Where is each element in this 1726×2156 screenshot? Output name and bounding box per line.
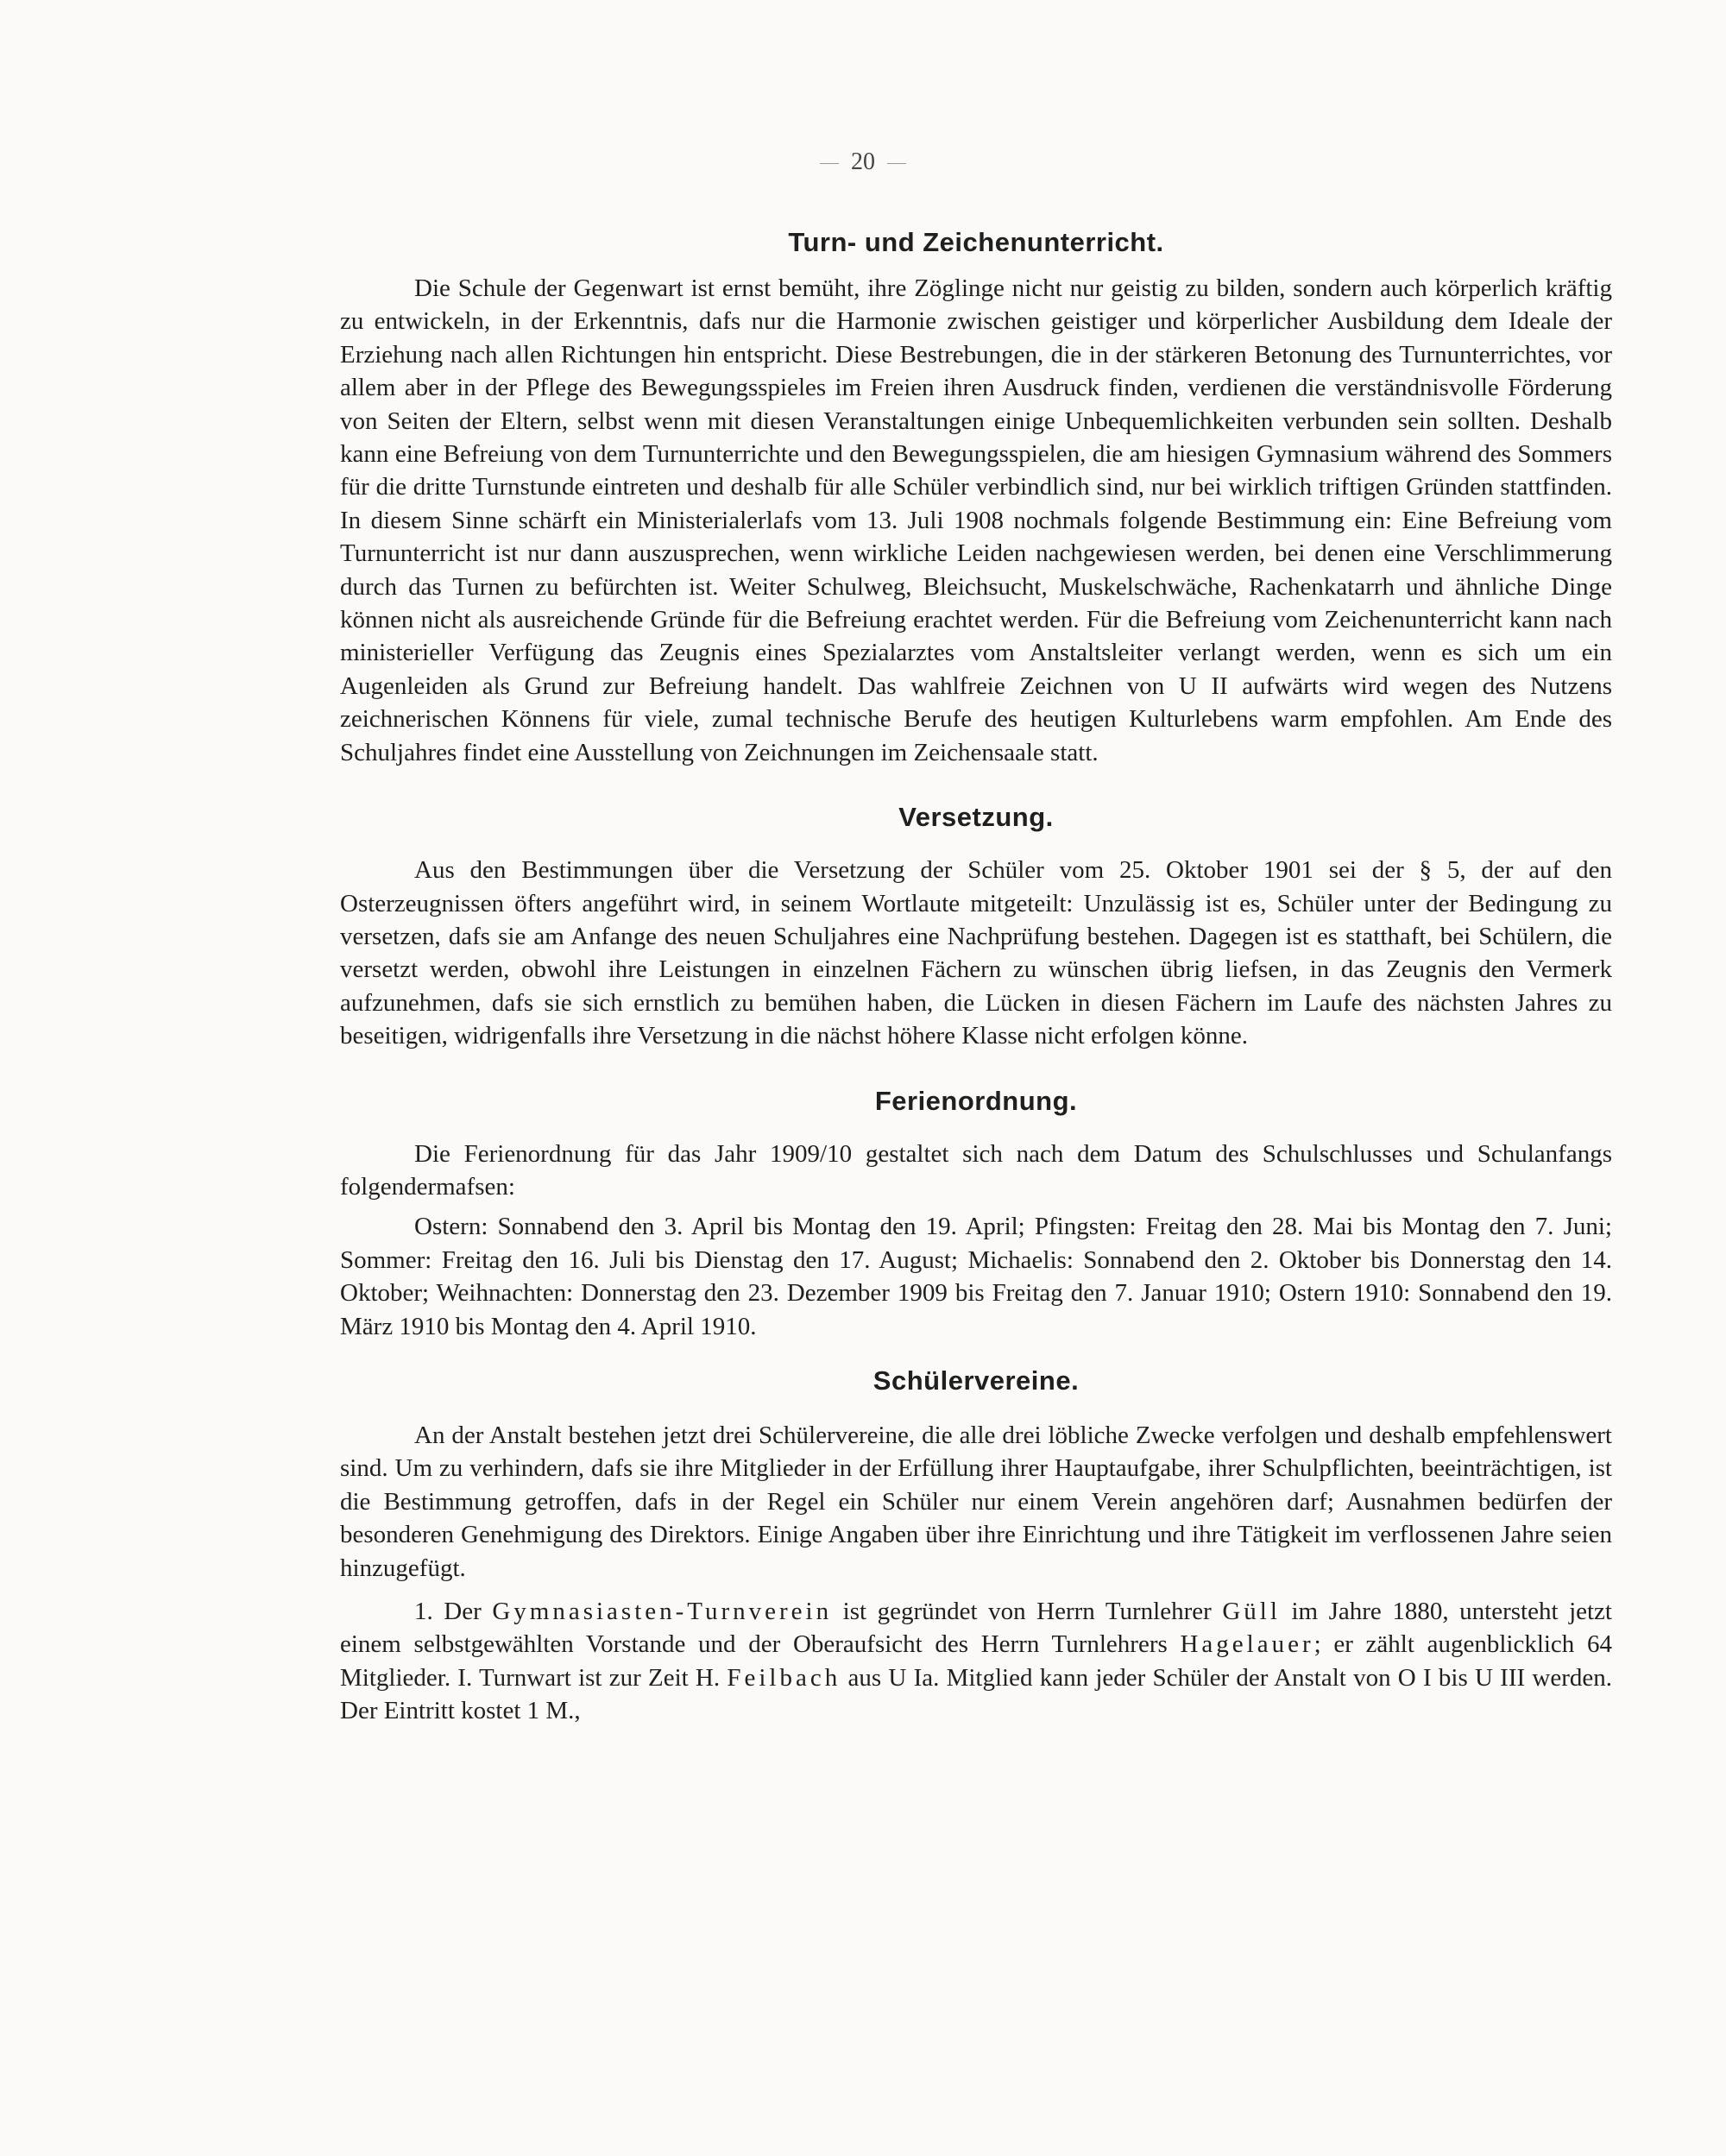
heading-schuelervereine: Schülervereine. [872,1365,1080,1396]
page-content [340,220,1612,1728]
turnverein-text-4: ; er zählt augenblicklich 64 Mitglieder. I. Turnwart ist zur Zeit H. [340,1630,1612,1692]
paragraph-turnverein [340,1595,1612,1728]
turnverein-text-3: im Jahre 1880, untersteht jetzt einem selbstgewählten Vorstande und der Oberaufsicht des Herrn Turnlehrers [340,1598,1612,1659]
turnverein-text-5: aus U Ia. Mitglied kann jeder Schüler der Anstalt von O I bis U III werden. Der Eintritt kostet 1 M., [340,1663,1612,1725]
turnverein-name: Gymnasiasten-Turnverein [492,1598,833,1625]
turnlehrer-guell: Güll [1222,1598,1281,1625]
turnverein-text-2: ist gegründet von Herrn Turnlehrer [832,1598,1223,1625]
turnverein-text-1: 1. Der [414,1598,493,1625]
turnwart-feilbach: Feilbach [727,1663,841,1692]
heading-ferienordnung: Ferienordnung. [874,1085,1078,1116]
paragraph-ferien-intro: Die Ferienordnung für das Jahr 1909/10 gestaltet sich nach dem Datum des Schulschlusses und Schulanfangs folgendermafsen: [340,1139,1612,1201]
heading-turn-und-zeichenunterricht: Turn- und Zeichenunterricht. [788,227,1164,257]
turnlehrer-hagelauer: Hagelauer [1180,1630,1314,1659]
paragraph-ferien-dates: Ostern: Sonnabend den 3. April bis Montag den 19. April; Pfingsten: Freitag den 28. Mai bis Montag den 7. Juni; Sommer: Freitag den 16. Juli bis Dienstag den 17. August; Michaelis: Sonnabend den 2. Oktober bis Donnerstag den 14. Oktober; Weihnachten: Donnerstag den 23. Dezember 1909 bis Freitag den 7. Januar 1910; Ostern 1910: Sonnabend den 19. März 1910 bis Montag den 4. April 1910. [340,1213,1612,1340]
paragraph-vereine-intro: An der Anstalt bestehen jetzt drei Schülervereine, die alle drei löbliche Zwecke verfolgen und deshalb empfehlenswert sind. Um zu verhindern, dafs sie ihre Mitglieder in der Erfüllung ihrer Hauptaufgabe, ihrer Schulpflichten, beeinträchtigen, ist die Bestimmung getroffen, dafs in der Regel ein Schüler nur einem Verein angehören darf; Ausnahmen bedürfen der besonderen Genehmigung des Direktors. Einige Angaben über ihre Einrichtung und ihre Tätigkeit im verflossenen Jahre seien hinzugefügt. [340,1421,1612,1582]
left-dash [820,163,839,164]
paragraph-versetzung: Aus den Bestimmungen über die Versetzung der Schüler vom 25. Oktober 1901 sei der § 5, der auf den Osterzeugnissen öfters angeführt wird, in seinem Wortlaute mitgeteilt: Unzulässig ist es, Schüler unter der Bedingung zu versetzen, dafs sie am Anfange des neuen Schuljahres eine Nachprüfung bestehen. Dagegen ist es statthaft, bei Schülern, die versetzt werden, obwohl ihre Leistungen in einzelnen Fächern zu wünschen übrig liefsen, in das Zeugnis den Vermerk aufzunehmen, dafs sie sich ernstlich zu bemühen haben, die Lücken in diesen Fächern im Laufe des nächsten Jahres zu beseitigen, widrigenfalls ihre Versetzung in die nächst höhere Klasse nicht erfolgen könne. [340,856,1612,1050]
page-number [0,148,1726,176]
paragraph-turnen: Die Schule der Gegenwart ist ernst bemüht, ihre Zöglinge nicht nur geistig zu bilden, sondern auch körperlich kräftig zu entwickeln, in der Erkenntnis, dafs nur die Harmonie zwischen geistiger und körperlicher Ausbildung dem Ideale der Erziehung nach allen Richtungen hin entspricht. Diese Bestrebungen, die in der stärkeren Betonung des Turnunterrichtes, vor allem aber in der Pflege des Bewegungsspieles im Freien ihren Ausdruck finden, verdienen die verständnisvolle Förderung von Seiten der Eltern, selbst wenn mit diesen Veranstaltungen einige Unbequemlichkeiten verbunden sein sollten. Deshalb kann eine Befreiung von dem Turnunterrichte und den Bewegungsspielen, die am hiesigen Gymnasium während des Sommers für die dritte Turnstunde eintreten und deshalb für alle Schüler verbindlich sind, nur bei wirklich triftigen Gründen stattfinden. In diesem Sinne schärft ein Ministerialerlafs vom 13. Juli 1908 nochmals folgende Bestimmung ein: Eine Befreiung vom Turnunterricht ist nur dann auszusprechen, wenn wirkliche Leiden nachgewiesen werden, bei denen eine Verschlimmerung durch das Turnen zu befürchten ist. Weiter Schulweg, Bleichsucht, Muskelschwäche, Rachenkatarrh und ähnliche Dinge können nicht als ausreichende Gründe für die Befreiung erachtet werden. Für die Befreiung vom Zeichenunterricht kann nach ministerieller Verfügung das Zeugnis eines Spezialarztes vom Anstaltsleiter verlangt werden, wenn es sich um ein Augenleiden als Grund zur Befreiung handelt. Das wahlfreie Zeichnen von U II aufwärts wird wegen des Nutzens zeichnerischen Könnens für viele, zumal technische Berufe des heutigen Kulturlebens warm empfohlen. Am Ende des Schuljahres findet eine Ausstellung von Zeichnungen im Zeichensaale statt. [340,274,1612,766]
heading-versetzung: Versetzung. [898,802,1054,833]
page-number-text: 20 [851,148,875,175]
right-dash [887,163,906,164]
